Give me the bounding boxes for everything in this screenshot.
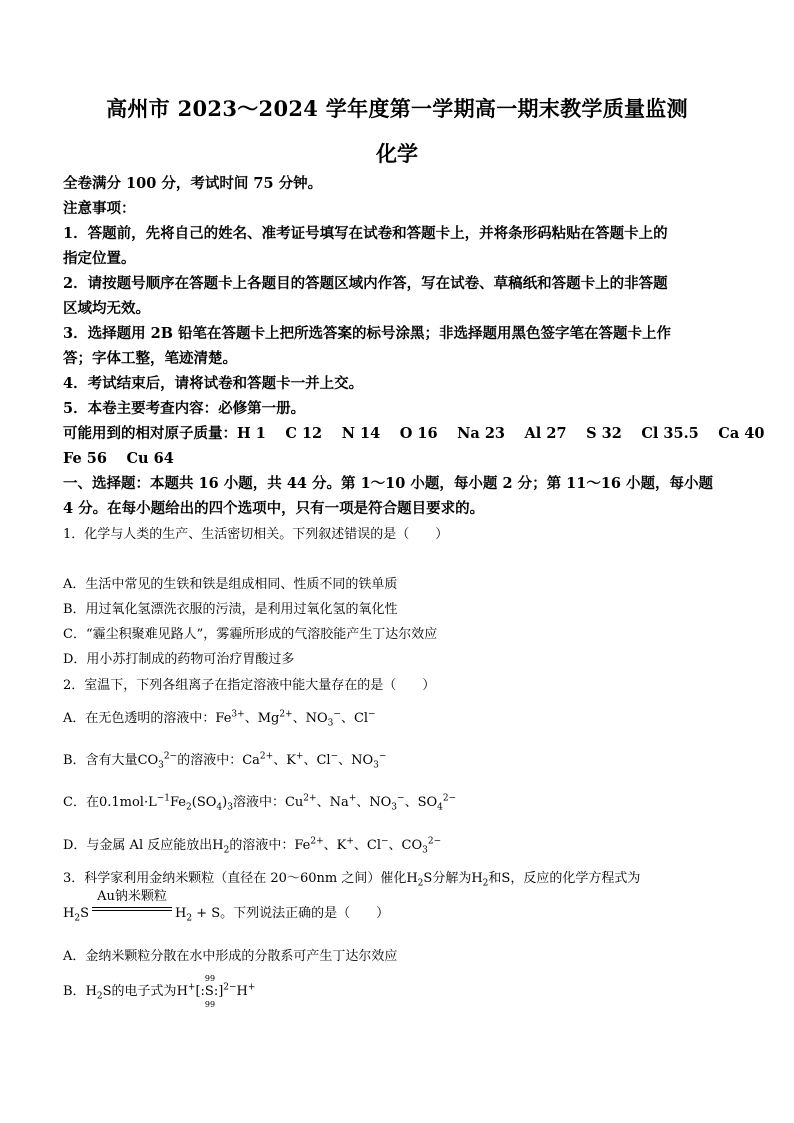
q2-option-c-label: C．在 — [63, 795, 99, 810]
note-1b: 指定位置。 — [63, 250, 136, 267]
dots-top: 99 — [204, 974, 216, 983]
note-1a: 1．答题前，先将自己的姓名、准考证号填写在试卷和答题卡上，并将条形码粘贴在答题卡上的 — [63, 225, 668, 242]
q3-option-a: A．金纳米颗粒分散在水中形成的分散系可产生丁达尔效应 — [63, 949, 398, 964]
q2-option-b-ions: $Ca^{2+}$、K+、Cl−、$NO_3^-$ — [242, 751, 387, 771]
q2-stem: 2．室温下，下列各组离子在指定溶液中能大量存在的是（ ） — [63, 678, 436, 693]
q2-option-d — [63, 834, 442, 856]
q1-option-a: A．生活中常见的生铁和铁是组成相同、性质不同的铁单质 — [63, 577, 398, 592]
electron-dots-s: 99 S 99 — [204, 974, 216, 1009]
q2-option-d-formula: $H_2$ — [212, 838, 230, 856]
atomic-mass-a: 可能用到的相对原子质量：H 1 C 12 N 14 O 16 Na 23 Al 27 S 32 Cl 35.5 Ca 40 — [63, 425, 765, 442]
q2-option-b-text: 的溶液中： — [177, 753, 243, 768]
page-title: 高州市 2023～2024 学年度第一学期高一期末教学质量监测 — [106, 96, 688, 121]
q2-option-a-label: A．在无色透明的溶液中： — [63, 711, 216, 726]
q3-option-b-label: B． — [63, 984, 86, 999]
q2-option-d-label: D．与金属 Al 反应能放出 — [63, 838, 213, 853]
q3-stem-part-d: ，反应的化学方程式为 — [510, 871, 641, 886]
q2-option-c — [63, 791, 457, 813]
notes-heading: 注意事项： — [63, 200, 136, 217]
q2-option-b-formula: $CO_3^{2-}$ — [137, 751, 178, 771]
note-4: 4．考试结束后，请将试卷和答题卡一并上交。 — [63, 375, 364, 392]
q3-option-b-text: 的电子式为 — [111, 984, 177, 999]
q3-option-b: B．$H_2S$的电子式为H+[: 99 S 99 :]$^{2-}$H+ — [63, 974, 256, 1009]
note-3b: 答；字体工整，笔迹清楚。 — [63, 350, 237, 367]
q1-option-b: B．用过氧化氢漂洗衣服的污渍，是利用过氧化氢的氧化性 — [63, 602, 398, 617]
q1-option-d: D．用小苏打制成的药物可治疗胃酸过多 — [63, 652, 295, 667]
note-3a: 3．选择题用 2B 铅笔在答题卡上把所选答案的标号涂黑；非选择题用黑色签字笔在答题卡上作 — [63, 325, 672, 342]
q3-equation-tail: 。下列说法正确的是（ ） — [220, 906, 390, 921]
section1-heading-b: 4 分。在每小题给出的四个选项中，只有一项是符合题目要求的。 — [63, 500, 485, 517]
q3-equation: $H_2S$ Au钠米颗粒 $H_2 + S$。下列说法正确的是（ ） — [63, 902, 389, 921]
section1-heading-a: 一、选择题：本题共 16 小题，共 44 分。第 1～10 小题，每小题 2 分；第 11～16 小题，每小题 — [63, 475, 714, 492]
q3-stem-part-b: 分解为 — [432, 871, 472, 886]
q1-option-c: C．“霾尘积聚难见路人”，雾霾所形成的气溶胶能产生丁达尔效应 — [63, 627, 438, 642]
q2-option-c-formula: $0.1mol\cdot L^{-1}Fe_2(SO_4)_3$ — [98, 793, 233, 813]
q3-stem-part-a: 3．科学家利用金纳米颗粒（直径在 20～60nm 之间）催化 — [63, 871, 407, 886]
q2-option-d-text: 的溶液中： — [229, 838, 295, 853]
atomic-mass-b: Fe 56 Cu 64 — [63, 450, 174, 467]
catalyst-label: Au钠米颗粒 — [97, 889, 167, 904]
q2-option-a — [63, 707, 376, 729]
q3-stem-part-c: 和 — [488, 871, 502, 886]
q2-option-b-label: B．含有大量 — [63, 753, 138, 768]
q2-option-b — [63, 749, 387, 771]
note-2b: 区域均无效。 — [63, 300, 150, 317]
q1-stem: 1．化学与人类的生产、生活密切相关。下列叙述错误的是（ ） — [63, 527, 449, 542]
reaction-arrow — [90, 889, 174, 917]
q2-option-c-text: 溶液中： — [232, 795, 285, 810]
q2-option-d-ions: $Fe^{2+}$、K+、Cl−、$CO_3^{2-}$ — [294, 836, 442, 856]
note-5: 5．本卷主要考查内容：必修第一册。 — [63, 400, 306, 417]
note-2a: 2．请按题号顺序在答题卡上各题目的答题区域内作答，写在试卷、草稿纸和答题卡上的非答题 — [63, 275, 668, 292]
dots-bottom: 99 — [204, 1000, 216, 1009]
full-score-line: 全卷满分 100 分，考试时间 75 分钟。 — [63, 175, 323, 192]
q2-option-a-ions: $Fe^{3+}$、$Mg^{2+}$、$NO_3^-$、Cl− — [215, 709, 376, 729]
q2-option-c-ions: $Cu^{2+}$、Na+、$NO_3^-$、$SO_4^{2-}$ — [284, 793, 457, 813]
q3-stem: 3．科学家利用金纳米颗粒（直径在 20～60nm 之间）催化$H_2S$分解为$H_2$和S，反应的化学方程式为 — [63, 871, 641, 889]
subject-title: 化学 — [376, 141, 418, 166]
